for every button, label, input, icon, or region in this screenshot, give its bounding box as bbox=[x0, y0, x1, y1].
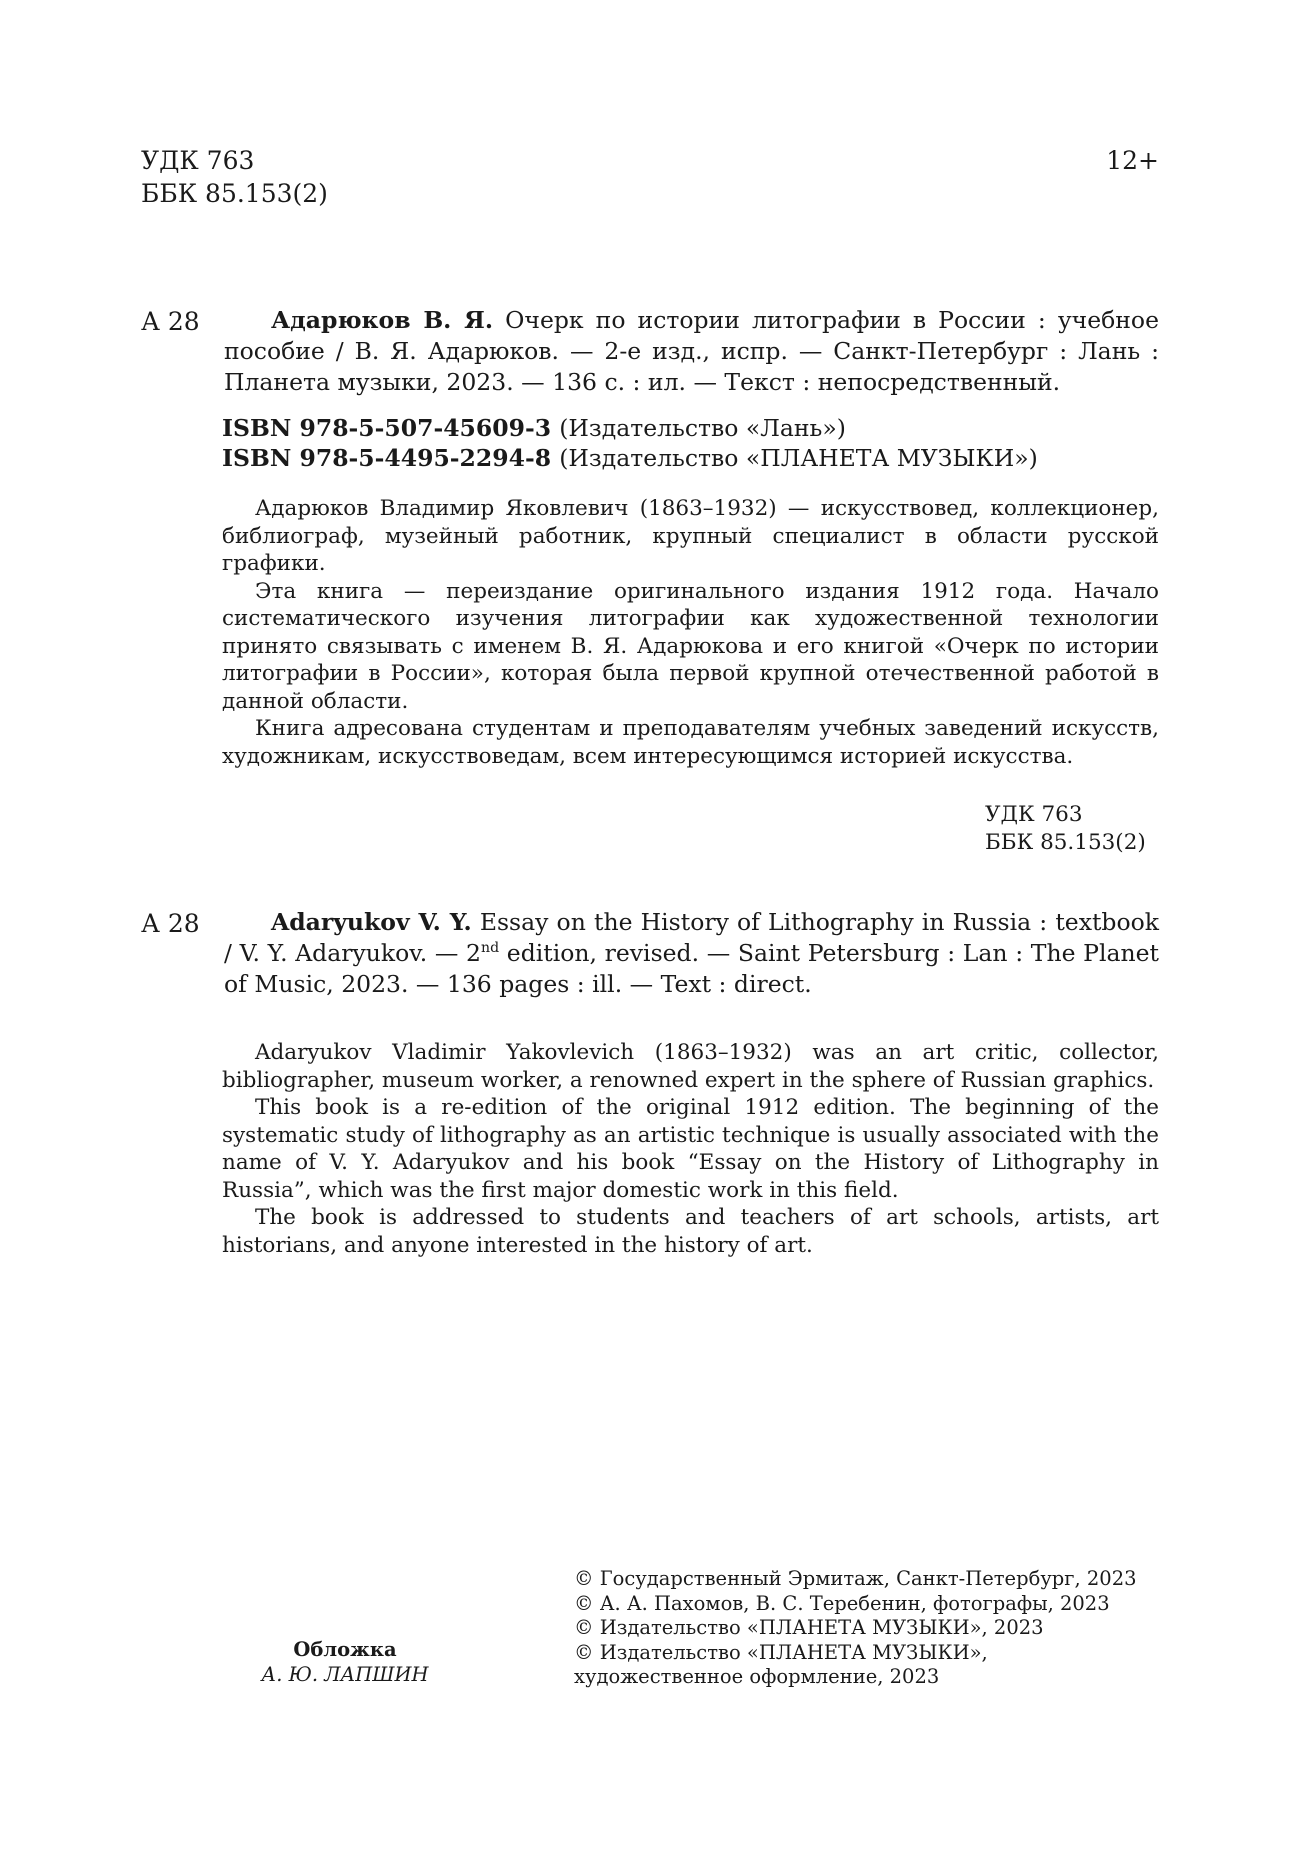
en-annotation-para-3: The book is addressed to students and teachers of art schools, artists, art historians, and anyone interested in the history of art. bbox=[222, 1205, 1159, 1258]
age-rating: 12+ bbox=[1106, 146, 1159, 175]
en-annotation-para-2: This book is a re-edition of the original 1912 edition. The beginning of the systematic study of lithography as an artistic technique is usually associated with the name of V. Y. Adaryukov and his book “Essay on the History of Lithography in Russia”, which was the first major domestic work in this field. bbox=[222, 1095, 1159, 1203]
ru-annotation-para-3: Книга адресована студентам и преподавателям учебных заведений искусств, художникам, искусствоведам, всем интересующимся историей искусства. bbox=[222, 716, 1159, 769]
en-annotation bbox=[222, 1039, 1159, 1259]
cover-credit bbox=[230, 1638, 460, 1687]
copyright-line-1: © Государственный Эрмитаж, Санкт-Петербург, 2023 bbox=[574, 1567, 1137, 1590]
en-description-part-1: Essay on the History of Lithography in Russia : textbook / V. Y. Adaryukov. — 2 bbox=[224, 908, 1159, 967]
ru-bibliographic-entry bbox=[224, 305, 1159, 398]
header-classification bbox=[141, 144, 328, 210]
header-udk: УДК 763 bbox=[141, 146, 255, 175]
isbn-lan bbox=[222, 413, 846, 443]
en-author: Adaryukov V. Y. bbox=[271, 908, 472, 936]
isbn-lan-number: ISBN 978-5-507-45609-3 bbox=[222, 414, 552, 442]
en-author-code: А 28 bbox=[141, 909, 200, 938]
en-bibliographic-entry bbox=[224, 907, 1159, 1000]
ru-bbk: ББК 85.153(2) bbox=[985, 829, 1146, 855]
ru-classification bbox=[985, 801, 1146, 856]
en-description-superscript: nd bbox=[481, 940, 500, 957]
en-description-part-2: edition, revised. — Saint Petersburg : Lan : The Planet of Music, 2023. — 136 pages : ill. — Text : direct. bbox=[224, 939, 1159, 998]
cover-label: Обложка bbox=[293, 1638, 397, 1661]
header-bbk: ББК 85.153(2) bbox=[141, 179, 328, 208]
isbn-planeta-number: ISBN 978-5-4495-2294-8 bbox=[222, 444, 552, 472]
ru-author: Адарюков В. Я. bbox=[271, 306, 494, 334]
isbn-planeta bbox=[222, 443, 1038, 473]
ru-annotation-para-1: Адарюков Владимир Яковлевич (1863–1932) — искусствовед, коллекционер, библиограф, музейный работник, крупный специалист в области русской графики. bbox=[222, 496, 1159, 576]
isbn-lan-publisher: (Издательство «Лань») bbox=[559, 414, 846, 442]
copyright-block bbox=[574, 1567, 1159, 1690]
copyright-line-3: © Издательство «ПЛАНЕТА МУЗЫКИ», 2023 bbox=[574, 1616, 1044, 1639]
en-annotation-para-1: Adaryukov Vladimir Yakovlevich (1863–1932) was an art critic, collector, bibliographer, museum worker, a renowned expert in the sphere of Russian graphics. bbox=[222, 1040, 1159, 1093]
isbn-planeta-publisher: (Издательство «ПЛАНЕТА МУЗЫКИ») bbox=[559, 444, 1038, 472]
copyright-line-2: © А. А. Пахомов, В. С. Теребенин, фотографы, 2023 bbox=[574, 1591, 1110, 1615]
copyright-line-4: © Издательство «ПЛАНЕТА МУЗЫКИ», художественное оформление, 2023 bbox=[574, 1640, 988, 1688]
ru-udk: УДК 763 bbox=[985, 802, 1083, 827]
ru-annotation-para-2: Эта книга — переиздание оригинального издания 1912 года. Начало систематического изучения литографии как художественной технологии принято связывать с именем В. Я. Адарюкова и его книгой «Очерк по истории литографии в России», которая была первой крупной отечественной работой в данной области. bbox=[222, 578, 1159, 714]
ru-author-code: А 28 bbox=[141, 307, 200, 336]
cover-artist: А. Ю. ЛАПШИН bbox=[261, 1662, 429, 1686]
ru-annotation bbox=[222, 495, 1159, 770]
ru-description: Очерк по истории литографии в России : учебное пособие / В. Я. Адарюков. — 2-е изд., испр. — Санкт-Петербург : Лань : Планета музыки, 2023. — 136 с. : ил. — Текст : непосредственный. bbox=[224, 306, 1159, 396]
